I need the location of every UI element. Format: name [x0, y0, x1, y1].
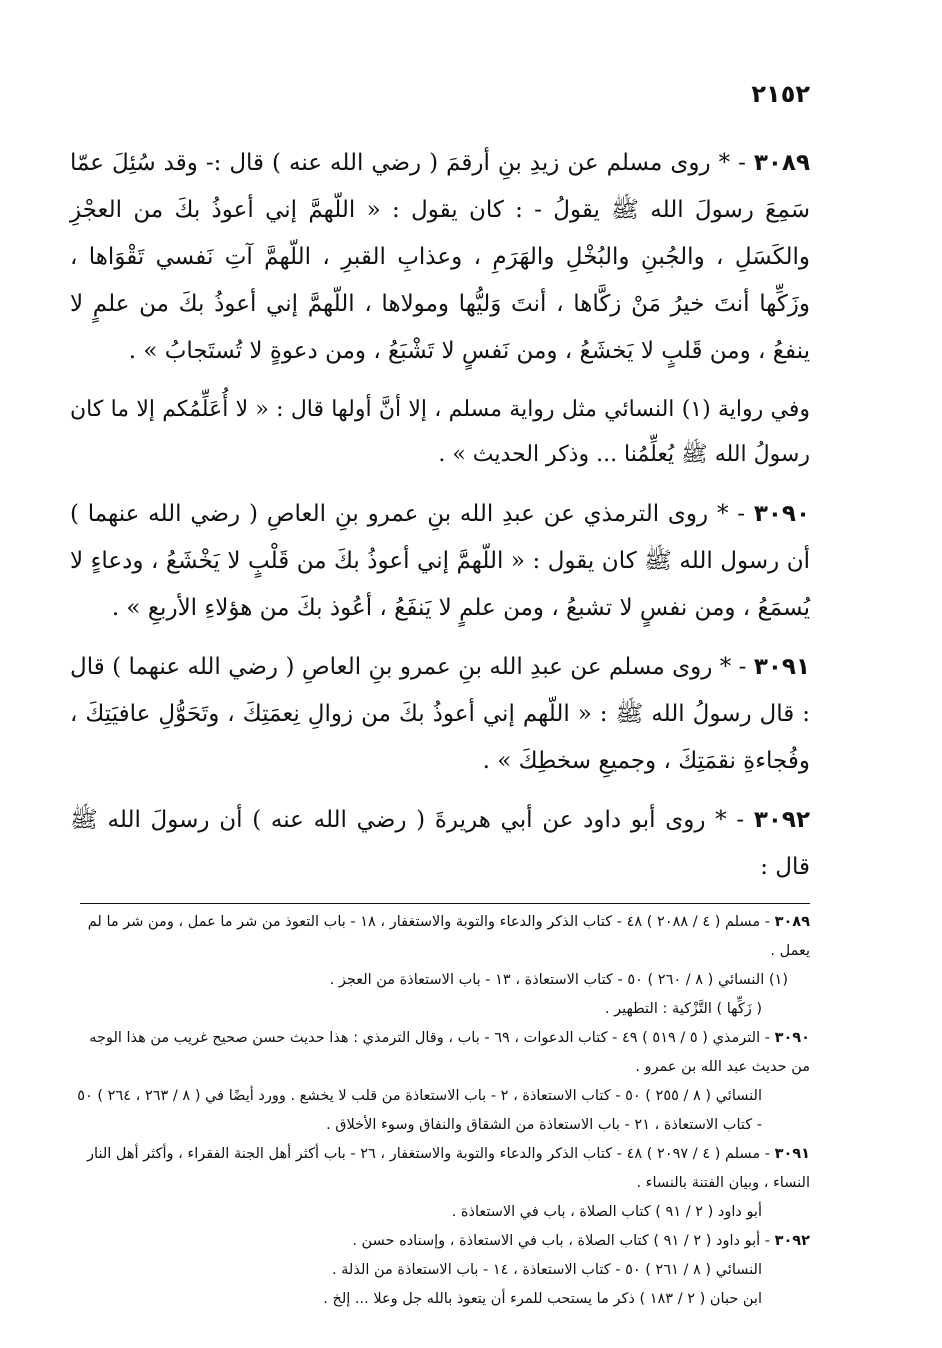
footnote-3092-nasai: [70, 1256, 810, 1285]
hadith-text: - * روى أبو داود عن أبي هريرةَ ( رضي الله عنه ) أن رسولَ الله ﷺ قال :: [70, 807, 810, 880]
hadith-3089-variant: [70, 387, 810, 477]
footnote-3092-ibnhibban: [70, 1285, 810, 1314]
footnote-text: أبو داود ( ٢ / ٩١ ) كتاب الصلاة ، باب في الاستعاذة .: [451, 1204, 762, 1220]
footnote-3090: [70, 1024, 810, 1082]
footnote-3089-gloss: [70, 995, 810, 1024]
footnote-3089: [70, 908, 810, 966]
page-number: ٢١٥٢: [751, 80, 810, 108]
footnote-3091-abudawud: [70, 1198, 810, 1227]
hadith-text: - * روى مسلم عن زيدِ بنِ أرقمَ ( رضي الله عنه ) قال :- وقد سُئِلَ عمّا سَمِعَ رسولَ الله ﷺ يقولُ - : كان يقول : « اللّهمَّ إني أعوذُ بكَ من العجْزِ والكَسَلِ ، والجُبنِ والبُخْلِ والهَرَمِ ، وعذابِ القبرِ ، اللّهمَّ آتِ نَفسي تَقْوَاها ، وزَكِّها أنتَ خيرُ مَنْ زكَّاها ، أنتَ وَليُّها ومولاها ، اللّهمَّ إني أعوذُ بكَ من علمٍ لا ينفعُ ، ومن قَلبٍ لا يَخشَعُ ، ومن نَفسٍ لا تَشْبَعُ ، ومن دعوةٍ لا تُستَجابُ » .: [70, 150, 810, 364]
footnote-number: ٣٠٩٠: [774, 1030, 810, 1046]
hadith-text: - * روى مسلم عن عبدِ الله بنِ عمرو بنِ العاصِ ( رضي الله عنهما ) قال : قال رسولُ الله ﷺ : « اللّهم إني أعوذُ بكَ من زوالِ نِعمَتِكَ ، وتَحَوُّلِ عافيَتِكَ ، وفُجاءةِ نقمَتِكَ ، وجميعِ سخطِكَ » .: [70, 654, 810, 774]
hadith-3091: [70, 644, 810, 785]
footnote-text: ( زَكِّها ) التَّزْكية : التطهير .: [604, 1001, 762, 1017]
footnote-number: ٣٠٩١: [774, 1146, 810, 1162]
hadith-3092: [70, 797, 810, 891]
footnote-number: ٣٠٨٩: [774, 914, 810, 930]
footnotes: [70, 908, 810, 1314]
hadith-number: ٣٠٩٠: [753, 501, 810, 527]
footnote-text: النسائي ( ٨ / ٢٦١ ) ٥٠ - كتاب الاستعاذة ، ١٤ - باب الاستعاذة من الذلة .: [331, 1262, 762, 1278]
footnote-text: ابن حبان ( ٢ / ١٨٣ ) ذكر ما يستحب للمرء أن يتعوذ بالله جل وعلا ... إلخ .: [323, 1291, 762, 1307]
hadith-text: وفي رواية (١) النسائي مثل رواية مسلم ، إلا أنَّ أولها قال : « لا أُعَلِّمُكم إلا ما كان رسولُ الله ﷺ يُعلِّمُنا ... وذكر الحديث » .: [70, 397, 810, 467]
footnote-text: (١) النسائي ( ٨ / ٢٦٠ ) ٥٠ - كتاب الاستعاذة ، ١٣ - باب الاستعاذة من العجز .: [329, 972, 788, 988]
hadith-number: ٣٠٩١: [753, 654, 810, 680]
footnote-text: - مسلم ( ٤ / ٢٠٩٧ ) ٤٨ - كتاب الذكر والدعاء والتوبة والاستغفار ، ٢٦ - باب أكثر أهل الجنة الفقراء ، وأكثر أهل النار النساء ، وبيان الفتنة بالنساء .: [87, 1146, 810, 1191]
hadith-3089: [70, 140, 810, 375]
footnote-text: - الترمذي ( ٥ / ٥١٩ ) ٤٩ - كتاب الدعوات ، ٦٩ - باب ، وقال الترمذي : هذا حديث حسن صحيح غريب من هذا الوجه من حديث عبد الله بن عمرو .: [89, 1030, 810, 1075]
footnote-3091: [70, 1140, 810, 1198]
footnote-number: ٣٠٩٢: [774, 1233, 810, 1249]
footnote-3092: [70, 1227, 810, 1256]
hadith-text: - * روى الترمذي عن عبدِ الله بنِ عمرو بنِ العاصِ ( رضي الله عنهما ) أن رسول الله ﷺ كان يقول : « اللّهمَّ إني أعوذُ بكَ من قَلْبٍ لا يَخْشَعُ ، ودعاءٍ لا يُسمَعُ ، ومن نفسٍ لا تشبعُ ، ومن علمٍ لا يَنفَعُ ، أعُوذ بكَ من هؤلاءِ الأربعِ » .: [70, 501, 810, 621]
footnote-text: النسائي ( ٨ / ٢٥٥ ) ٥٠ - كتاب الاستعاذة ، ٢ - باب الاستعاذة من قلب لا يخشع . وورد أيضًا في ( ٨ / ٢٦٣ ، ٢٦٤ ) ٥٠ - كتاب الاستعاذة ، ٢١ - باب الاستعاذة من الشقاق والنفاق وسوء الأخلاق .: [77, 1088, 762, 1133]
footnote-text: - أبو داود ( ٢ / ٩١ ) كتاب الصلاة ، باب في الاستعاذة ، وإسناده حسن .: [352, 1233, 775, 1249]
hadith-number: ٣٠٨٩: [753, 150, 810, 176]
footnote-divider: [80, 903, 810, 904]
hadith-number: ٣٠٩٢: [753, 807, 810, 833]
footnote-3090-nasai: [70, 1082, 810, 1140]
footnote-text: - مسلم ( ٤ / ٢٠٨٨ ) ٤٨ - كتاب الذكر والدعاء والتوبة والاستغفار ، ١٨ - باب التعوذ من شر ما عمل ، ومن شر ما لم يعمل .: [87, 914, 810, 959]
document-page: [70, 80, 810, 1314]
footnote-3089-nasai: [70, 966, 810, 995]
hadith-3090: [70, 491, 810, 632]
